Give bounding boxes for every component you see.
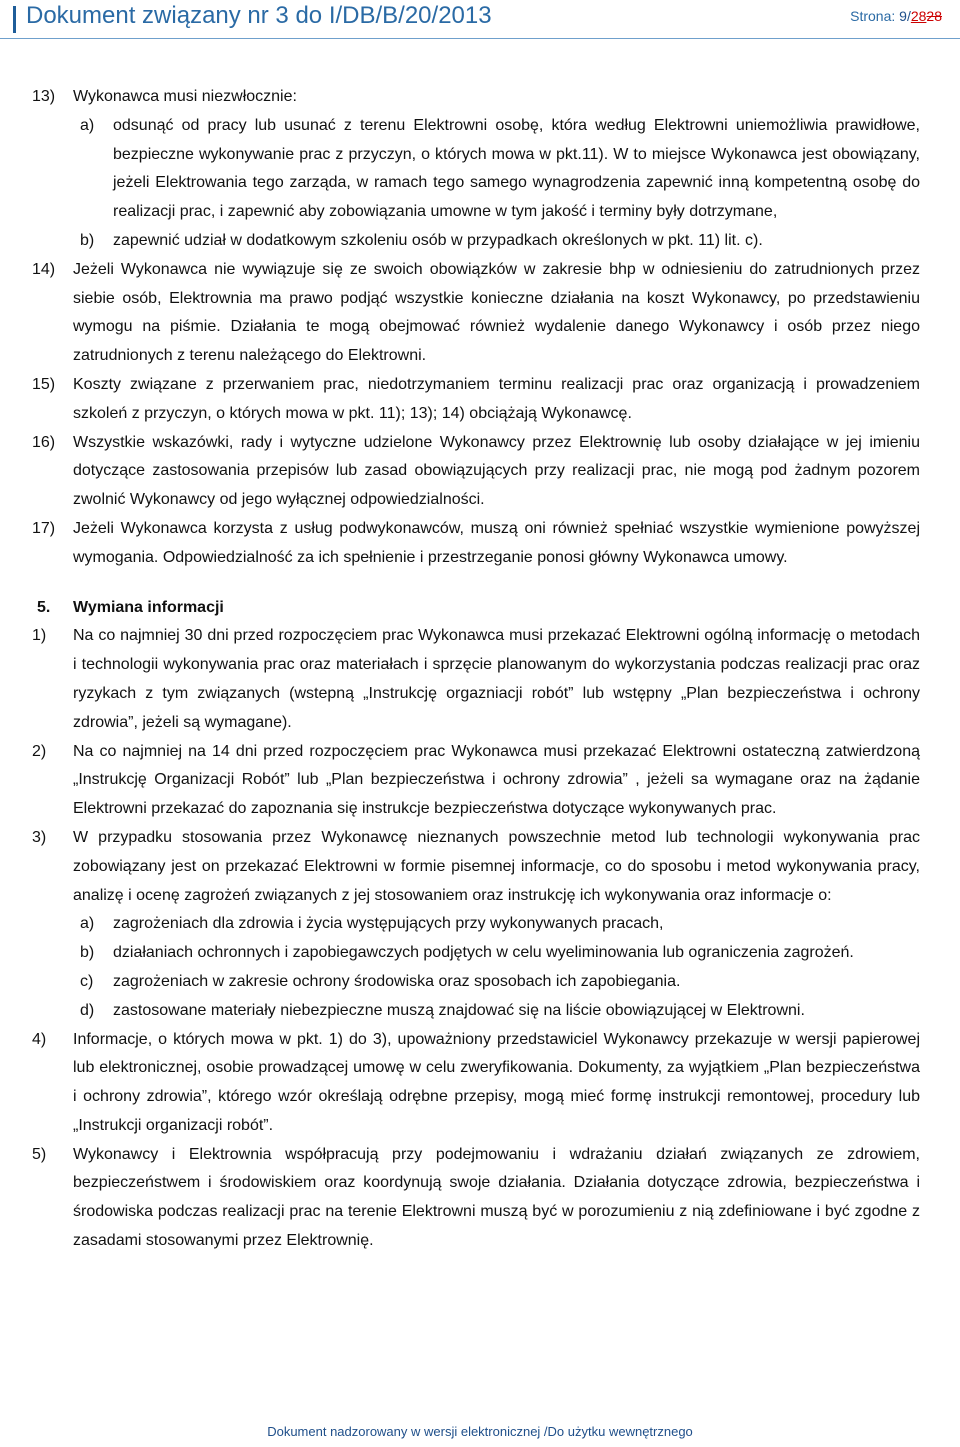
list-item-3	[32, 824, 920, 910]
document-body	[32, 83, 920, 1256]
section-number: 5.	[37, 598, 51, 616]
sub-item-text: odsunąć od pracy lub usunać z terenu Elektrowni osobę, która według Elektrowni uniemożliwia prawidłowe, bezpieczne wykonywanie prac z przyczyn, o których mowa w pkt.11). W to miejsce Wykonawca jest obowiązany, jeżeli Elektrowania tego zarząda, w ramach tego samego wynagrodzenia zapewnić inną kompetentną osobę do realizacji prac, i zapewnić aby zobowiązania umowne w tym jakość i terminy były dotrzymane,	[113, 116, 920, 221]
list-item-5	[32, 1141, 920, 1256]
item-text: Na co najmniej na 14 dni przed rozpoczęciem prac Wykonawca musi przekazać Elektrowni ostateczną zatwierdzoną „Instrukcję Organizacji Robót” lub „Plan bezpieczeństwa i ochrony zdrowia” , jeżeli sa wymagane oraz na żądanie Elektrowni przekazać do zapoznania się instrukcje bezpieczeństwa dotyczące wykonywanych prac.	[73, 742, 920, 818]
item-number: 17)	[32, 519, 56, 537]
item-number: 2)	[32, 742, 47, 760]
list-item-1	[32, 622, 920, 737]
list-item-17	[32, 515, 920, 573]
sub-item-3d	[32, 997, 920, 1026]
page-current: 9	[899, 8, 907, 24]
page-label: Strona:	[850, 8, 896, 24]
item-number: 14)	[32, 260, 56, 278]
section-gap	[32, 573, 920, 594]
list-item-14	[32, 256, 920, 371]
sub-item-13b	[32, 227, 920, 256]
page-total-old: 28	[926, 8, 942, 24]
item-number: 3)	[32, 828, 47, 846]
item-text: W przypadku stosowania przez Wykonawcę nieznanych powszechnie metod lub technologii wykonywania prac zobowiązany jest on przekazać Elektrowni w formie pisemnej informacje, co do sposobu i metod wykonywania pracy, analizę i ocenę zagrożeń związanych z jej stosowaniem oraz instrukcję ich wykonywania oraz informacje o:	[73, 828, 920, 904]
item-text: Koszty związane z przerwaniem prac, niedotrzymaniem terminu realizacji prac oraz organizacją i prowadzeniem szkoleń z przyczyn, o których mowa w pkt. 11); 13); 14) obciążają Wykonawcę.	[73, 375, 920, 422]
page-separator: /	[906, 8, 911, 24]
page-total-new: 28	[910, 8, 927, 24]
sub-item-3a	[32, 910, 920, 939]
item-number: 15)	[32, 375, 56, 393]
sub-item-letter: a)	[80, 116, 95, 134]
sub-item-text: zapewnić udział w dodatkowym szkoleniu osób w przypadkach określonych w pkt. 11) lit. c).	[113, 231, 763, 249]
item-text: Wszystkie wskazówki, rady i wytyczne udzielone Wykonawcy przez Elektrownię lub osoby działające w jej imieniu dotyczące zastosowania przepisów lub zasad obowiązujących przy realizacji prac, nie mogą pod żadnym pozorem zwolnić Wykonawcy od jego wyłącznej odpowiedzialności.	[73, 433, 920, 509]
sub-item-3c	[32, 968, 920, 997]
sub-item-text: działaniach ochronnych i zapobiegawczych podjętych w celu wyeliminowania lub ograniczenia zagrożeń.	[113, 944, 854, 962]
item-number: 4)	[32, 1030, 47, 1048]
item-text: Jeżeli Wykonawca korzysta z usług podwykonawców, muszą oni również spełniać wszystkie wymienione powyższej wymogania. Odpowiedzialność za ich spełnienie i przestrzeganie ponosi główny Wykonawca umowy.	[73, 519, 920, 566]
sub-item-letter: c)	[80, 972, 94, 990]
item-text: Wykonawcy i Elektrownia współpracują przy podejmowaniu i wdrażaniu działań związanych ze zdrowiem, bezpieczeństwem i środowiskiem oraz koordynują swoje działania. Działania dotyczące zdrowia, bezpieczeństwa i środowiska podczas realizacji prac na terenie Elektrowni muszą być w porozumieniu z nią zdefiniowane i być zgodne z zasadami stosowanymi przez Elektrownię.	[73, 1145, 920, 1250]
document-title: Dokument związany nr 3 do I/DB/B/20/2013	[26, 2, 492, 29]
sub-item-3b	[32, 939, 920, 968]
list-item-16	[32, 429, 920, 515]
sub-item-text: zagrożeniach w zakresie ochrony środowiska oraz sposobach ich zapobiegania.	[113, 972, 681, 990]
sub-item-text: zagrożeniach dla zdrowia i życia występujących przy wykonywanych pracach,	[113, 915, 664, 933]
item-text: Na co najmniej 30 dni przed rozpoczęciem prac Wykonawca musi przekazać Elektrowni ogólną informację o metodach i technologii wykonywania prac oraz materiałach i sprzęcie planowanym do wykorzystania podczas realizacji prac oraz ryzykach z tym związanych (wstepną „Instrukcję orgazniacji robót” lub wstępny „Plan bezpieczeństwa i ochrony zdrowia”, jeżeli są wymagane).	[73, 627, 920, 731]
sub-item-letter: b)	[80, 944, 95, 962]
sub-item-letter: a)	[80, 915, 95, 933]
header-accent-bar	[13, 6, 16, 33]
sub-item-letter: b)	[80, 231, 95, 249]
section-title: Wymiana informacji	[73, 598, 224, 616]
sub-item-13a	[32, 112, 920, 227]
page-footer: Dokument nadzorowany w wersji elektronicznej /Do użytku wewnętrznego	[267, 1424, 693, 1439]
sub-item-text: zastosowane materiały niebezpieczne muszą znajdować się na liście obowiązującej w Elektrowni.	[113, 1001, 805, 1019]
list-item-4	[32, 1026, 920, 1141]
section-heading	[32, 594, 920, 623]
page-header	[0, 0, 960, 39]
list-item-15	[32, 371, 920, 429]
sub-item-letter: d)	[80, 1001, 95, 1019]
item-text: Informacje, o których mowa w pkt. 1) do 3), upoważniony przedstawiciel Wykonawcy przekazuje w wersji papierowej lub elektronicznej, osobie prowadzącej umowę w celu zweryfikowania. Dokumenty, za wyjątkiem „Plan bezpieczeństwa i ochrony zdrowia”, którego wzór określają odrębne przepisy, mogą mieć formę instrukcji remontowej, procedury lub „Instrukcji organizacji robót”.	[73, 1030, 920, 1134]
item-text: Wykonawca musi niezwłocznie:	[73, 88, 297, 105]
item-number: 16)	[32, 433, 56, 451]
list-item-13	[32, 83, 920, 112]
item-text: Jeżeli Wykonawca nie wywiązuje się ze swoich obowiązków w zakresie bhp w odniesieniu do zatrudnionych przez siebie osób, Elektrownia ma prawo podjąć wszystkie konieczne działania na koszt Wykonawcy, po przedstawieniu wymogu na piśmie. Działania te mogą obejmować również wydalenie danego Wykonawcy i osób przez niego zatrudnionych z terenu należącego do Elektrowni.	[73, 260, 920, 365]
list-item-2	[32, 738, 920, 824]
item-number: 5)	[32, 1145, 47, 1163]
page-number	[850, 8, 942, 24]
item-number: 1)	[32, 627, 47, 645]
item-number: 13)	[32, 88, 56, 105]
